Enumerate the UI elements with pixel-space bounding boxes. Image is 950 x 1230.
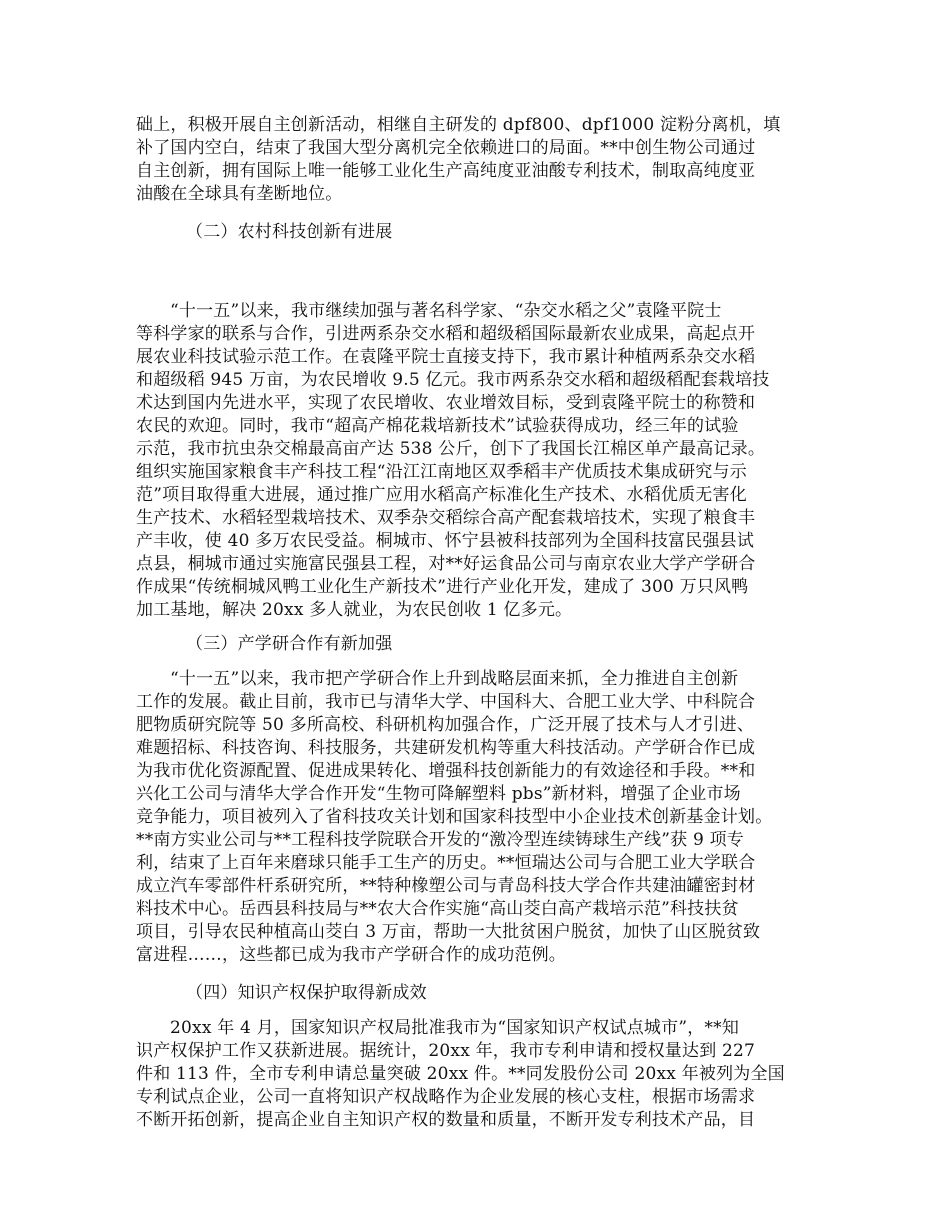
paragraph-line: 加工基地，解决 20xx 多人就业，为农民创收 1 亿多元。 <box>136 600 573 620</box>
paragraph-line: 竞争能力，项目被列入了省科技攻关计划和国家科技型中小企业技术创新基金计划。 <box>136 807 773 827</box>
paragraph-line: 不断开拓创新，提高企业自主知识产权的数量和质量，不断开发专利技术产品，目 <box>136 1110 756 1130</box>
paragraph-line: “十一五”以来，我市继续加强与著名科学家、“杂交水稻之父”袁隆平院士 <box>170 301 722 321</box>
paragraph-line: 成立汽车零部件杆系研究所，**特种橡塑公司与青岛科技大学合作共建油罐密封材 <box>136 876 756 896</box>
paragraph-line: 料技术中心。岳西县科技局与**农大合作实施“高山茭白高产栽培示范”科技扶贫 <box>136 899 739 919</box>
paragraph-line: 展农业科技试验示范工作。在袁隆平院士直接支持下，我市累计种植两系杂交水稻 <box>136 347 756 367</box>
paragraph-line: “十一五”以来，我市把产学研合作上升到战略层面来抓，全力推进自主创新 <box>170 669 739 689</box>
paragraph-line: 自主创新，拥有国际上唯一能够工业化生产高纯度亚油酸专利技术，制取高纯度亚 <box>136 161 756 181</box>
paragraph-line: 20xx 年 4 月，国家知识产权局批准我市为“国家知识产权试点城市”，**知 <box>170 1018 740 1038</box>
paragraph-line: 等科学家的联系与合作，引进两系杂交水稻和超级稻国际最新农业成果，高起点开 <box>136 324 756 344</box>
paragraph-line: 富进程……，这些都已成为我市产学研合作的成功范例。 <box>136 945 566 965</box>
paragraph-line: 兴化工公司与清华大学合作开发“生物可降解塑料 pbs”新材料，增强了企业市场 <box>136 784 741 804</box>
paragraph-line: 利，结束了上百年来磨球只能手工生产的历史。**恒瑞达公司与合肥工业大学联合 <box>136 853 756 873</box>
paragraph-line: 为我市优化资源配置、促进成果转化、增强科技创新能力的有效途径和手段。**和 <box>136 761 756 781</box>
paragraph-line: 项目，引导农民种植高山茭白 3 万亩，帮助一大批贫困户脱贫，加快了山区脱贫致 <box>136 922 761 942</box>
paragraph-line: 和超级稻 945 万亩，为农民增收 9.5 亿元。我市两系杂交水稻和超级稻配套栽培技 <box>136 370 770 390</box>
paragraph-line: 油酸在全球具有垄断地位。 <box>136 184 343 204</box>
heading-text: （三）产学研合作有新加强 <box>186 634 393 654</box>
heading-text: （四）知识产权保护取得新成效 <box>186 983 427 1003</box>
paragraph-line: 范”项目取得重大进展，通过推广应用水稻高产标准化生产技术、水稻优质无害化 <box>136 485 747 505</box>
paragraph-line: 工作的发展。截止目前，我市已与清华大学、中国科大、合肥工业大学、中科院合 <box>136 692 756 712</box>
paragraph-line: 生产技术、水稻轻型栽培技术、双季杂交稻综合高产配套栽培技术，实现了粮食丰 <box>136 508 756 528</box>
paragraph-line: 产丰收，使 40 多万农民受益。桐城市、怀宁县被科技部列为全国科技富民强县试 <box>136 531 755 551</box>
paragraph-line: 件和 113 件，全市专利申请总量突破 20xx 件。**同发股份公司 20xx 年被列为全国 <box>136 1064 785 1084</box>
paragraph-line: 肥物质研究院等 50 多所高校、科研机构加强合作，广泛开展了技术与人才引进、 <box>136 715 755 735</box>
paragraph-line: 术达到国内先进水平，实现了农民增收、农业增效目标，受到袁隆平院士的称赞和 <box>136 393 756 413</box>
paragraph-line: 难题招标、科技咨询、科技服务，共建研发机构等重大科技活动。产学研合作已成 <box>136 738 756 758</box>
paragraph-line: 组织实施国家粮食丰产科技工程“沿江江南地区双季稻丰产优质技术集成研究与示 <box>136 462 747 482</box>
heading-text: （二）农村科技创新有进展 <box>186 222 393 242</box>
paragraph-line: 础上，积极开展自主创新活动，相继自主研发的 dpf800、dpf1000 淀粉分离机，填 <box>136 115 781 135</box>
paragraph-line: 示范，我市抗虫杂交棉最高亩产达 538 公斤，创下了我国长江棉区单产最高记录。 <box>136 439 766 459</box>
paragraph-line: 补了国内空白，结束了我国大型分离机完全依赖进口的局面。**中创生物公司通过 <box>136 138 756 158</box>
paragraph-line: 农民的欢迎。同时，我市“超高产棉花栽培新技术”试验获得成功，经三年的试验 <box>136 416 739 436</box>
paragraph-line: 识产权保护工作又获新进展。据统计，20xx 年，我市专利申请和授权量达到 227 <box>136 1041 756 1061</box>
paragraph-line: **南方实业公司与**工程科技学院联合开发的“激冷型连续铸球生产线”获 9 项专 <box>136 830 745 850</box>
paragraph-line: 点县，桐城市通过实施富民强县工程，对**好运食品公司与南京农业大学产学研合 <box>136 554 756 574</box>
paragraph-line: 专利试点企业，公司一直将知识产权战略作为企业发展的核心支柱，根据市场需求 <box>136 1087 756 1107</box>
paragraph-line: 作成果“传统桐城风鸭工业化生产新技术”进行产业化开发，建成了 300 万只风鸭 <box>136 577 749 597</box>
